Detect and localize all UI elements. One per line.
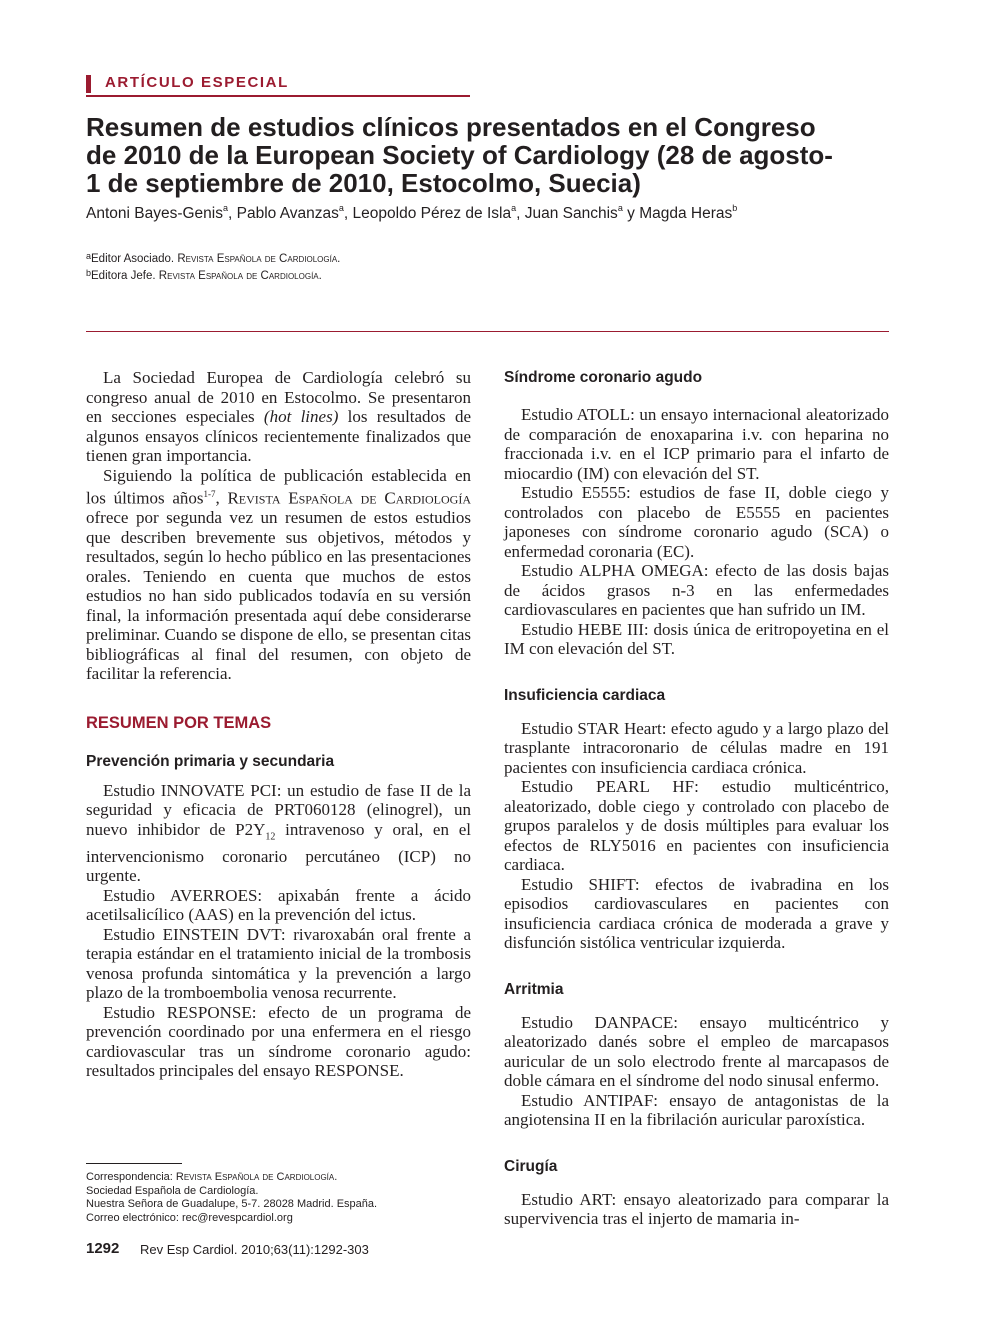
section-heading: Cirugía [504,1157,558,1175]
section-heading: Síndrome coronario agudo [504,369,703,386]
study-paragraph: Estudio SHIFT: efectos de ivabradina en los episodios cardiovasculares en pacientes con insuficiencia cardiaca crónica de moderada a grave y disfunción sistólica ventricular izquierda. [504,874,889,952]
study-paragraph: Estudio ATOLL: un ensayo internacional aleatorizado de comparación de enoxaparina i.v. con heparina no fraccionada i.v. en el ICP primario para el infarto de miocardio (IM) con elevación del ST. [504,405,889,483]
section-heading: Prevención primaria y secundaria [86,752,335,770]
footnote-divider [86,1163,182,1164]
footnote-line: Correo electrónico: rec@revespcardiol.org [86,1212,293,1225]
intro-paragraph: Siguiendo la política de publicación establecida en los últimos años$^{1-7}$, Revista Española de Cardiología ofrece por segunda vez un resumen de estos estudios que describen brevemente sus objetivos, métodos y resultados, según lo hecho público en las presentaciones orales. Teniendo en cuenta que muchos de estos estudios no han sido publicados todavía en su versión final, la información presentada aquí debe considerarse preliminar. Cuando se dispone de ello, se presentan citas bibliográficas al final del resumen, con objeto de facilitar la referencia. [86,465,471,684]
resumen-heading: RESUMEN POR TEMAS [86,713,272,732]
affiliation: $^b$Editora Jefe. Revista Española de Cardiología. [86,268,322,282]
author-list: Antoni Bayes-Genis$^a$, Pablo Avanzas$^a$, Leopoldo Pérez de Isla$^a$, Juan Sanchis$^a$ y Magda Heras$^b$ [86,203,738,222]
study-paragraph: Estudio STAR Heart: efecto agudo y a largo plazo del trasplante intracoronario de células madre en 191 pacientes con insuficiencia cardiaca crónica. [504,718,889,777]
author-name: Antoni Bayes-Genis [86,205,223,222]
left-column [86,368,471,1081]
page-number: 1292 [86,1240,120,1257]
study-paragraph: Estudio INNOVATE PCI: un estudio de fase II de la seguridad y eficacia de PRT060128 (elinogrel), un nuevo inhibidor de $P2Y_{12}$ intravenoso y oral, en el intervencionismo coronario percutáneo (ICP) no urgente. [86,780,471,886]
author-name: Leopoldo Pérez de Isla [352,205,512,222]
section-label-bar [86,75,91,93]
study-paragraph: Estudio PEARL HF: estudio multicéntrico, aleatorizado, doble ciego y controlado con placebo de grupos paralelos y de dosis múltiples para evaluar los efectos de RLY5016 en pacientes con insuficiencia cardiaca. [504,777,889,874]
study-paragraph: Estudio EINSTEIN DVT: rivaroxabán oral frente a terapia estándar en el tratamiento inicial de la trombosis venosa profunda sintomática y la prevención a largo plazo de la tromboembolia venosa recurrente. [86,924,471,1003]
title-line: Resumen de estudios clínicos presentados en el Congreso [86,112,816,142]
right-column [504,368,889,1229]
header-divider [86,331,889,332]
author-name: Pablo Avanzas [236,205,339,222]
section-label [86,73,470,97]
section-label-text: ARTÍCULO ESPECIAL [105,74,289,91]
intro-paragraph: La Sociedad Europea de Cardiología celebró su congreso anual de 2010 en Estocolmo. Se presentaron en secciones especiales (hot lines) los resultados de algunos ensayos clínicos recientemente finalizados que tienen gran importancia. [86,368,471,465]
study-paragraph: Estudio AVERROES: apixabán frente a ácido acetilsalicílico (AAS) en la prevención del ictus. [86,885,471,925]
study-paragraph: Estudio ART: ensayo aleatorizado para comparar la supervivencia tras el injerto de mamaria in- [504,1189,889,1228]
author-name: Juan Sanchis [524,205,618,222]
footnotes [86,1171,377,1226]
section-heading: Insuficiencia cardiaca [504,686,666,704]
section-heading: Arritmia [504,980,564,998]
study-paragraph: Estudio ALPHA OMEGA: efecto de las dosis bajas de ácidos grasos n-3 en las enfermedades cardiovasculares en pacientes que han sufrido un IM. [504,561,889,619]
study-paragraph: Estudio DANPACE: ensayo multicéntrico y aleatorizado danés sobre el empleo de marcapasos auricular de un solo electrodo frente al marcapasos de doble cámara en el síndrome del nodo sinusal enfermo. [504,1012,889,1090]
study-paragraph: Estudio ANTIPAF: ensayo de antagonistas de la angiotensina II en la fibrilación auricular paroxística. [504,1090,889,1129]
affiliation: $^a$Editor Asociado. Revista Española de Cardiología. [86,251,341,265]
footnote-line: Correspondencia: Revista Española de Cardiología. [86,1171,338,1183]
study-paragraph: Estudio RESPONSE: efecto de un programa de prevención coordinado por una enfermera en el riesgo cardiovascular tras un síndrome coronario agudo: resultados principales del ensayo RESPONSE. [86,1002,471,1081]
footnote-line: Sociedad Española de Cardiología. [86,1184,259,1197]
article-title [86,113,876,197]
study-paragraph: Estudio HEBE III: dosis única de eritropoyetina en el IM con elevación del ST. [504,619,889,658]
footnote-line: Nuestra Señora de Guadalupe, 5-7. 28028 Madrid. España. [86,1198,378,1211]
journal-reference: Rev Esp Cardiol. 2010;63(11):1292-303 [140,1242,369,1257]
author-name: Magda Heras [639,205,733,222]
title-line: de 2010 de la European Society of Cardiology (28 de agosto- [86,140,833,170]
study-paragraph: Estudio E5555: estudios de fase II, doble ciego y controlados con placebo de E5555 en pacientes japoneses con síndrome coronario agudo (SCA) o enfermedad coronaria (EC). [504,483,889,561]
title-line: 1 de septiembre de 2010, Estocolmo, Suecia) [86,168,641,198]
